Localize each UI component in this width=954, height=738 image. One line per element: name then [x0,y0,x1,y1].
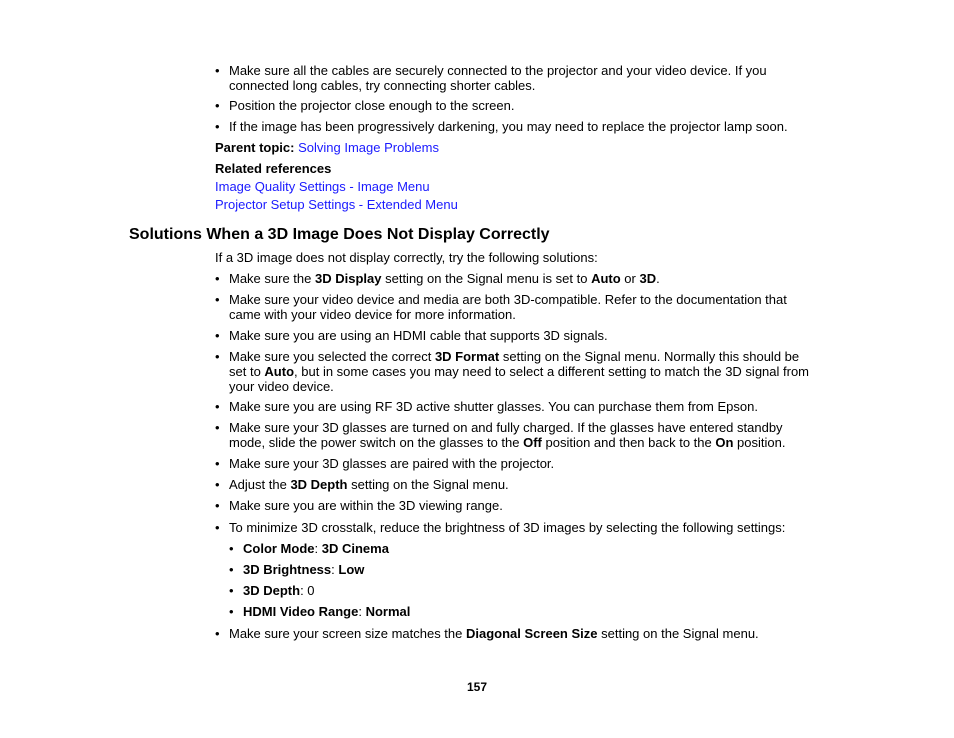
bullet: • [215,626,220,641]
bullet: • [215,98,220,113]
sub-list-item [229,541,789,556]
bullet: • [215,328,220,343]
bullet: • [215,498,220,513]
setting-text: HDMI Video Range: Normal [243,604,411,619]
bullet: • [229,541,234,556]
list-item [215,477,815,492]
bullet: • [215,420,220,435]
bullet-text: Make sure you are using RF 3D active shutter glasses. You can purchase them from Epson. [229,399,758,414]
setting-text: Color Mode: 3D Cinema [243,541,389,556]
bullet: • [215,456,220,471]
bullet-text: Make sure your 3D glasses are turned on and fully charged. If the glasses have entered standby mode, slide the power switch on the glasses to the Off position and then back to the On position. [229,420,786,450]
list-item [215,349,815,394]
bullet-text: Make sure you selected the correct 3D Format setting on the Signal menu. Normally this should be set to Auto, but in some cases you may need to select a different setting to match the 3D signal from your video device. [229,349,810,394]
bullet: • [215,271,220,286]
sub-list-item [229,604,789,619]
related-link-projector-setup[interactable]: Projector Setup Settings - Extended Menu [215,197,458,212]
bullet-text: To minimize 3D crosstalk, reduce the brightness of 3D images by selecting the following settings: [229,520,786,535]
related-link-image-quality[interactable]: Image Quality Settings - Image Menu [215,179,430,194]
bullet: • [229,604,234,619]
related-link-item [215,197,458,212]
bullet: • [215,349,220,364]
bullet: • [215,119,220,134]
list-item [215,98,815,113]
list-item [215,399,815,414]
list-item [215,420,815,450]
related-references-heading [215,161,331,176]
bullet-text: Make sure the 3D Display setting on the Signal menu is set to Auto or 3D. [229,271,660,286]
list-item [215,498,815,513]
bullet: • [215,477,220,492]
section-intro: If a 3D image does not display correctly, try the following solutions: [215,250,598,265]
list-item [215,520,815,535]
bullet: • [215,520,220,535]
list-item [215,456,815,471]
sub-list-item [229,583,789,598]
parent-topic-label: Parent topic: [215,140,295,155]
list-item [215,328,815,343]
bullet: • [229,583,234,598]
setting-text: 3D Brightness: Low [243,562,365,577]
bullet: • [215,63,220,78]
bullet-text: Make sure your screen size matches the Diagonal Screen Size setting on the Signal menu. [229,626,759,641]
list-item [215,119,815,134]
list-item [215,292,815,322]
bullet-text: Adjust the 3D Depth setting on the Signal menu. [229,477,509,492]
bullet-text: Make sure your 3D glasses are paired with the projector. [229,456,555,471]
bullet-text: Make sure your video device and media are both 3D-compatible. Refer to the documentation that came with your video device for more information. [229,292,787,322]
bullet: • [215,399,220,414]
list-item [215,271,815,286]
section-heading: Solutions When a 3D Image Does Not Display Correctly [129,226,550,243]
bullet: • [215,292,220,307]
bullet-text: Make sure all the cables are securely connected to the projector and your video device. If you connected long cables, try connecting shorter cables. [229,63,767,93]
related-link-item [215,179,430,194]
bullet-text: Position the projector close enough to the screen. [229,98,515,113]
bullet: • [229,562,234,577]
setting-text: 3D Depth: 0 [243,583,315,598]
list-item [215,63,815,93]
list-item [215,626,815,641]
page-number: 157 [466,680,488,694]
sub-list-item [229,562,789,577]
parent-topic [215,140,439,155]
bullet-text: If the image has been progressively darkening, you may need to replace the projector lamp soon. [229,119,788,134]
parent-topic-link[interactable]: Solving Image Problems [298,140,439,155]
bullet-text: Make sure you are using an HDMI cable that supports 3D signals. [229,328,608,343]
related-heading-text: Related references [215,161,332,176]
bullet-text: Make sure you are within the 3D viewing range. [229,498,503,513]
